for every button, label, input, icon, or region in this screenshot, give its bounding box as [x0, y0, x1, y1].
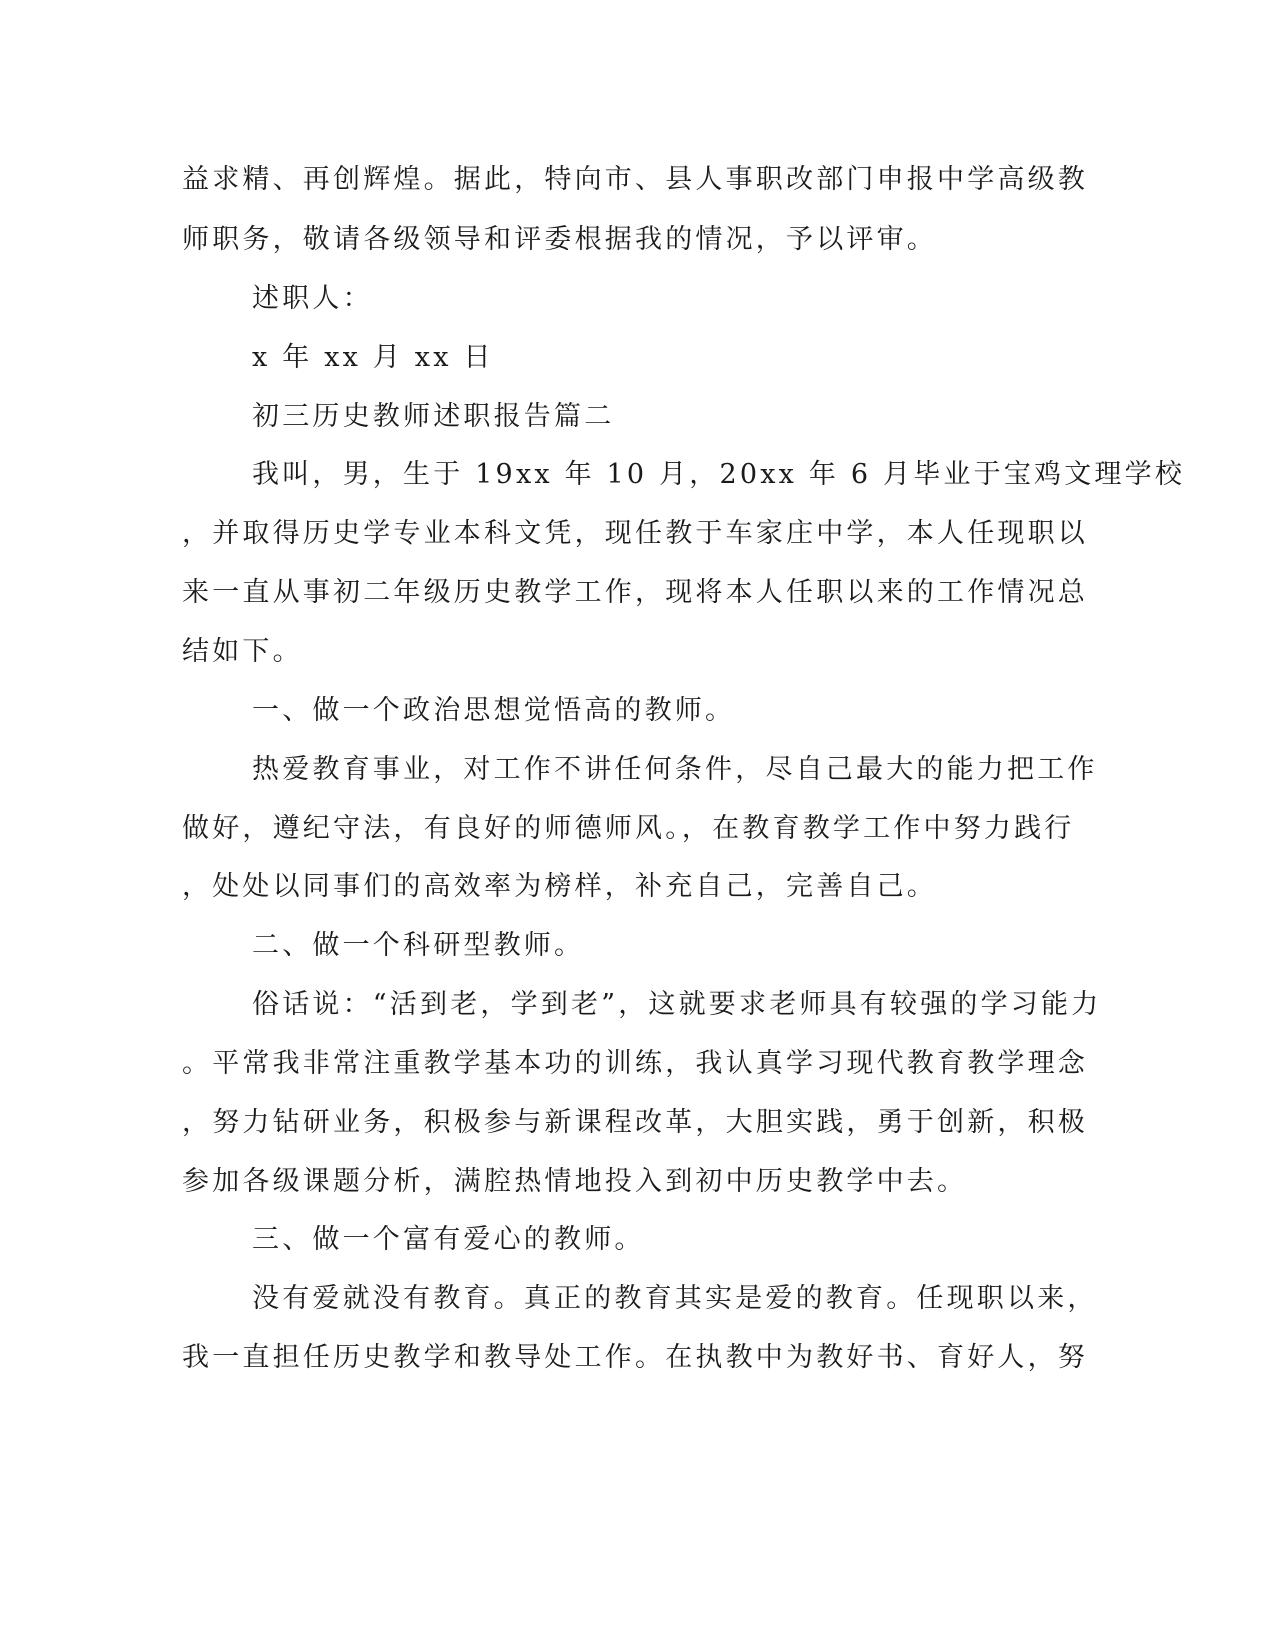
- signature-label: 述职人：: [252, 283, 373, 314]
- text-line: ，处处以同事们的高效率为榜样，补充自己，完善自己。: [182, 871, 937, 902]
- heading-one: 一、做一个政治思想觉悟高的教师。: [252, 695, 736, 726]
- text-line: 结如下。: [182, 636, 303, 667]
- text-line: 。平常我非常注重教学基本功的训练，我认真学习现代教育教学理念: [182, 1048, 1088, 1079]
- text-line: 来一直从事初二年级历史教学工作，现将本人任职以来的工作情况总: [182, 577, 1088, 608]
- date-line: x 年 xx 月 xx 日: [252, 342, 494, 373]
- text-line: 参加各级课题分析，满腔热情地投入到初中历史教学中去。: [182, 1166, 968, 1197]
- heading-three: 三、做一个富有爱心的教师。: [252, 1224, 645, 1255]
- text-line: 师职务，敬请各级领导和评委根据我的情况，予以评审。: [182, 224, 937, 255]
- text-line: ，努力钻研业务，积极参与新课程改革，大胆实践，勇于创新，积极: [182, 1107, 1088, 1138]
- text-line: 俗话说：“活到老，学到老”，这就要求老师具有较强的学习能力: [252, 989, 1102, 1020]
- text-line: 没有爱就没有教育。真正的教育其实是爱的教育。任现职以来，: [252, 1283, 1098, 1314]
- section-title: 初三历史教师述职报告篇二: [252, 401, 615, 432]
- text-line: ，并取得历史学专业本科文凭，现任教于车家庄中学，本人任现职以: [182, 518, 1088, 549]
- text-line: 热爱教育事业，对工作不讲任何条件，尽自己最大的能力把工作: [252, 754, 1098, 785]
- text-line: 益求精、再创辉煌。据此，特向市、县人事职改部门申报中学高级教: [182, 164, 1088, 195]
- text-line: 做好，遵纪守法，有良好的师德师风。，在教育教学工作中努力践行: [182, 813, 1075, 844]
- text-line: 我叫，男，生于 19xx 年 10 月，20xx 年 6 月毕业于宝鸡文理学校: [252, 459, 1186, 490]
- heading-two: 二、做一个科研型教师。: [252, 930, 585, 961]
- text-line: 我一直担任历史教学和教导处工作。在执教中为教好书、育好人，努: [182, 1342, 1088, 1373]
